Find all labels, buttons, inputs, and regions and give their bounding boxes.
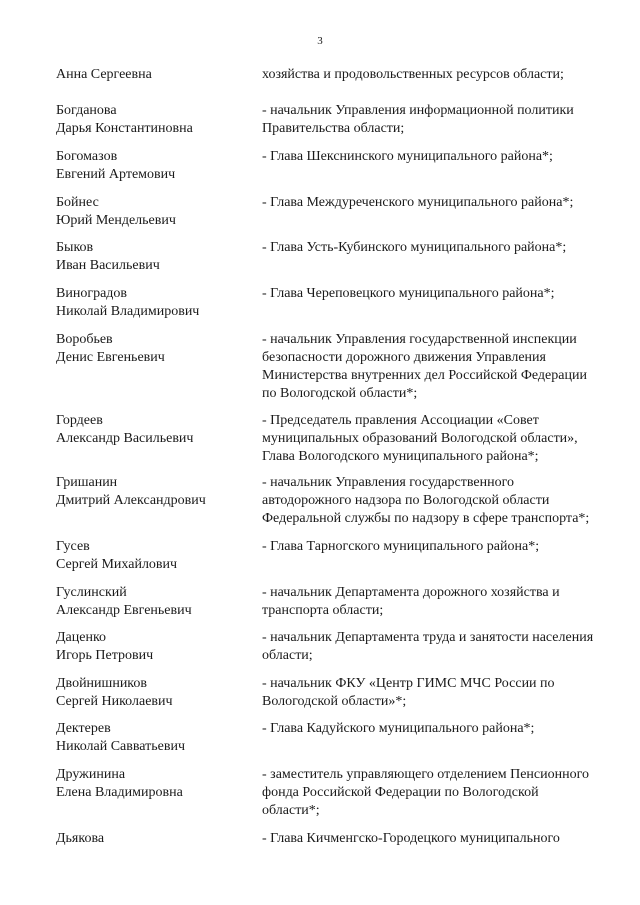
member-position [262, 720, 632, 738]
name-line: Гусев [56, 539, 90, 554]
position-line: - начальник Департамента труда и занятости населения [262, 630, 594, 645]
position-line: Министерства внутренних дел Российской Федерации [262, 368, 587, 383]
name-line: Даценко [56, 630, 107, 645]
name-line: Гуслинский [56, 585, 127, 600]
member-position [262, 830, 632, 848]
member-name [56, 675, 256, 711]
member-name [56, 474, 256, 510]
list-item [0, 239, 640, 285]
position-line: Вологодской области»*; [262, 694, 407, 709]
list-item [0, 66, 640, 102]
member-position [262, 474, 632, 528]
position-line: по Вологодской области*; [262, 386, 418, 401]
member-name [56, 584, 256, 620]
position-line: фонда Российской Федерации по Вологодской [262, 785, 539, 800]
name-line: Быков [56, 240, 94, 255]
position-line: - Глава Череповецкого муниципального района*; [262, 286, 555, 301]
position-line: - Глава Тарногского муниципального района*; [262, 539, 540, 554]
member-name [56, 239, 256, 275]
list-item [0, 412, 640, 474]
member-name [56, 148, 256, 184]
position-line: - начальник Департамента дорожного хозяйства и [262, 585, 560, 600]
position-line: - начальник Управления государственного [262, 475, 514, 490]
list-item [0, 538, 640, 584]
position-line: области*; [262, 803, 320, 818]
name-line: Богомазов [56, 149, 118, 164]
member-position [262, 239, 632, 257]
position-line: муниципальных образований Вологодской области», [262, 431, 578, 446]
list-item [0, 474, 640, 538]
list-item [0, 720, 640, 766]
position-line: автодорожного надзора по Вологодской области [262, 493, 550, 508]
list-item [0, 766, 640, 830]
position-line: - Глава Междуреченского муниципального района*; [262, 195, 574, 210]
name-line: Воробьев [56, 332, 113, 347]
list-item [0, 194, 640, 239]
member-name [56, 766, 256, 802]
name-line: Гришанин [56, 475, 118, 490]
member-name [56, 629, 256, 665]
list-item [0, 584, 640, 629]
name-line: Александр Евгеньевич [56, 603, 192, 618]
position-line: Правительства области; [262, 121, 405, 136]
name-line: Бойнес [56, 195, 99, 210]
member-position [262, 584, 632, 620]
list-item [0, 285, 640, 331]
name-line: Анна Сергеевна [56, 67, 152, 82]
name-line: Сергей Михайлович [56, 557, 178, 572]
name-line: Богданова [56, 103, 117, 118]
name-line: Виноградов [56, 286, 128, 301]
member-position [262, 194, 632, 212]
page-number: 3 [317, 35, 323, 47]
position-line: - Председатель правления Ассоциации «Совет [262, 413, 539, 428]
position-line: Федеральной службы по надзору в сфере транспорта*; [262, 511, 590, 526]
member-position [262, 766, 632, 820]
member-position [262, 412, 632, 466]
position-line: - начальник ФКУ «Центр ГИМС МЧС России по [262, 676, 555, 691]
name-line: Дмитрий Александрович [56, 493, 206, 508]
list-item [0, 102, 640, 148]
list-item [0, 331, 640, 412]
member-position [262, 538, 632, 556]
member-name [56, 102, 256, 138]
position-line: области; [262, 648, 313, 663]
name-line: Гордеев [56, 413, 103, 428]
member-position [262, 675, 632, 711]
member-position [262, 331, 632, 403]
position-line: Глава Вологодского муниципального района*; [262, 449, 539, 464]
name-line: Сергей Николаевич [56, 694, 173, 709]
name-line: Дарья Константиновна [56, 121, 193, 136]
list-item [0, 148, 640, 194]
name-line: Елена Владимировна [56, 785, 183, 800]
position-line: транспорта области; [262, 603, 384, 618]
member-name [56, 66, 256, 84]
position-line: хозяйства и продовольственных ресурсов области; [262, 67, 564, 82]
position-line: - начальник Управления информационной политики [262, 103, 574, 118]
member-position [262, 102, 632, 138]
name-line: Денис Евгеньевич [56, 350, 165, 365]
member-position [262, 148, 632, 166]
name-line: Николай Савватьевич [56, 739, 186, 754]
name-line: Дектерев [56, 721, 111, 736]
member-name [56, 194, 256, 230]
member-name [56, 412, 256, 448]
name-line: Евгений Артемович [56, 167, 176, 182]
name-line: Дружинина [56, 767, 126, 782]
position-line: - Глава Шекснинского муниципального района*; [262, 149, 553, 164]
member-position [262, 629, 632, 665]
member-name [56, 830, 256, 848]
member-position [262, 66, 632, 84]
member-name [56, 285, 256, 321]
position-line: - Глава Кичменгско-Городецкого муниципального [262, 831, 560, 846]
name-line: Иван Васильевич [56, 258, 160, 273]
position-line: безопасности дорожного движения Управления [262, 350, 546, 365]
name-line: Юрий Мендельевич [56, 213, 176, 228]
name-line: Двойнишников [56, 676, 148, 691]
member-name [56, 538, 256, 574]
position-line: - Глава Кадуйского муниципального района*; [262, 721, 535, 736]
name-line: Игорь Петрович [56, 648, 154, 663]
member-list [0, 66, 640, 850]
member-position [262, 285, 632, 303]
list-item [0, 830, 640, 850]
name-line: Дьякова [56, 831, 105, 846]
member-name [56, 331, 256, 367]
name-line: Николай Владимирович [56, 304, 200, 319]
position-line: - начальник Управления государственной инспекции [262, 332, 577, 347]
position-line: - Глава Усть-Кубинского муниципального района*; [262, 240, 567, 255]
name-line: Александр Васильевич [56, 431, 194, 446]
list-item [0, 629, 640, 675]
position-line: - заместитель управляющего отделением Пенсионного [262, 767, 590, 782]
member-name [56, 720, 256, 756]
list-item [0, 675, 640, 720]
